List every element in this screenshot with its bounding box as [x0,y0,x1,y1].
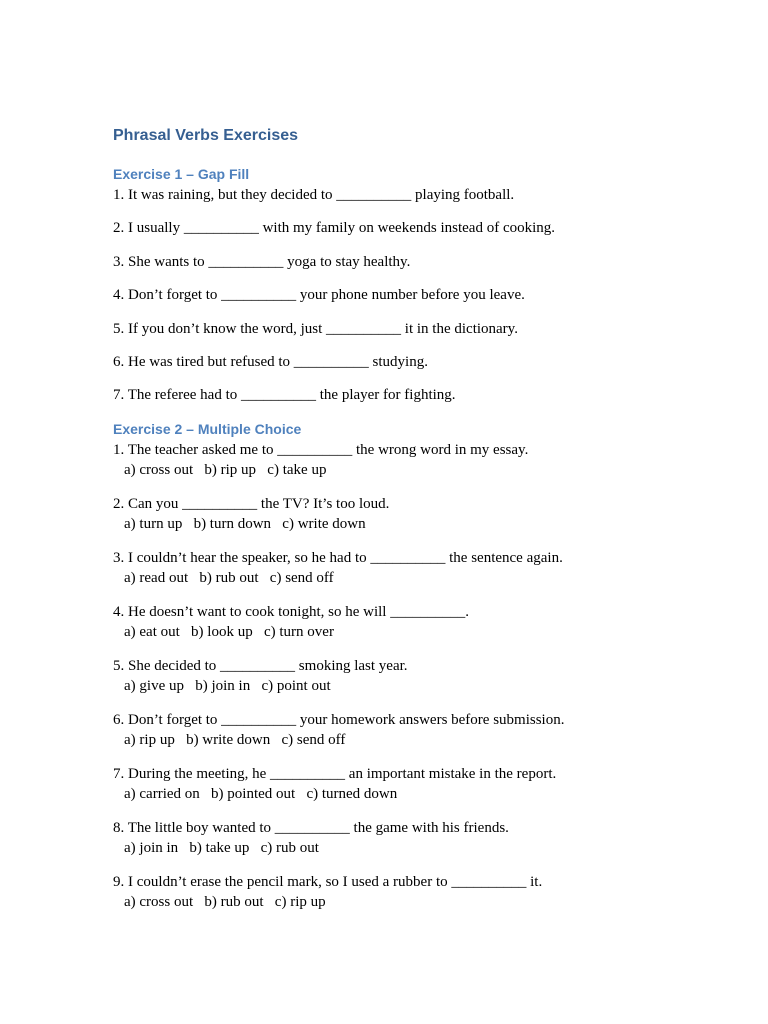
gap-fill-item: 5. If you don’t know the word, just __________ it in the dictionary. [113,320,518,337]
gap-fill-item: 6. He was tired but refused to __________ studying. [113,353,428,370]
multiple-choice-item [113,710,673,751]
mc-options: a) cross out b) rub out c) rip up [124,893,326,910]
mc-question: 2. Can you __________ the TV? It’s too loud. [113,495,390,512]
mc-options: a) eat out b) look up c) turn over [124,623,334,640]
gap-fill-item: 7. The referee had to __________ the player for fighting. [113,387,456,404]
mc-options: a) rip up b) write down c) send off [124,731,346,748]
mc-options: a) read out b) rub out c) send off [124,569,334,586]
exercise-2-heading: Exercise 2 – Multiple Choice [113,420,302,437]
mc-options: a) cross out b) rip up c) take up [124,461,327,478]
mc-question: 6. Don’t forget to __________ your homework answers before submission. [113,711,565,728]
multiple-choice-item [113,656,673,697]
mc-options: a) join in b) take up c) rub out [124,839,319,856]
mc-options: a) give up b) join in c) point out [124,677,331,694]
document-page [113,125,673,926]
multiple-choice-item [113,764,673,805]
gap-fill-item: 1. It was raining, but they decided to __________ playing football. [113,187,515,203]
mc-question: 9. I couldn’t erase the pencil mark, so I used a rubber to __________ it. [113,873,543,890]
multiple-choice-item [113,818,673,859]
gap-fill-item: 4. Don’t forget to __________ your phone number before you leave. [113,287,525,304]
multiple-choice-item [113,548,673,589]
mc-question: 3. I couldn’t hear the speaker, so he had to __________ the sentence again. [113,549,563,566]
mc-question: 8. The little boy wanted to __________ the game with his friends. [113,819,509,836]
mc-options: a) carried on b) pointed out c) turned down [124,785,398,802]
mc-options: a) turn up b) turn down c) write down [124,515,366,532]
multiple-choice-item [113,602,673,643]
exercise-2-section [113,419,673,913]
gap-fill-item: 2. I usually __________ with my family on weekends instead of cooking. [113,220,556,237]
gap-fill-item: 3. She wants to __________ yoga to stay healthy. [113,253,411,270]
multiple-choice-item [113,494,673,535]
multiple-choice-item [113,440,673,481]
mc-question: 1. The teacher asked me to __________ the wrong word in my essay. [113,441,529,458]
exercise-1-heading: Exercise 1 – Gap Fill [113,166,250,182]
mc-question: 4. He doesn’t want to cook tonight, so he will __________. [113,603,469,620]
multiple-choice-item [113,872,673,913]
document-title: Phrasal Verbs Exercises [113,127,299,144]
mc-question: 5. She decided to __________ smoking last year. [113,657,408,674]
mc-question: 7. During the meeting, he __________ an important mistake in the report. [113,765,557,782]
exercise-1-section [113,164,673,405]
